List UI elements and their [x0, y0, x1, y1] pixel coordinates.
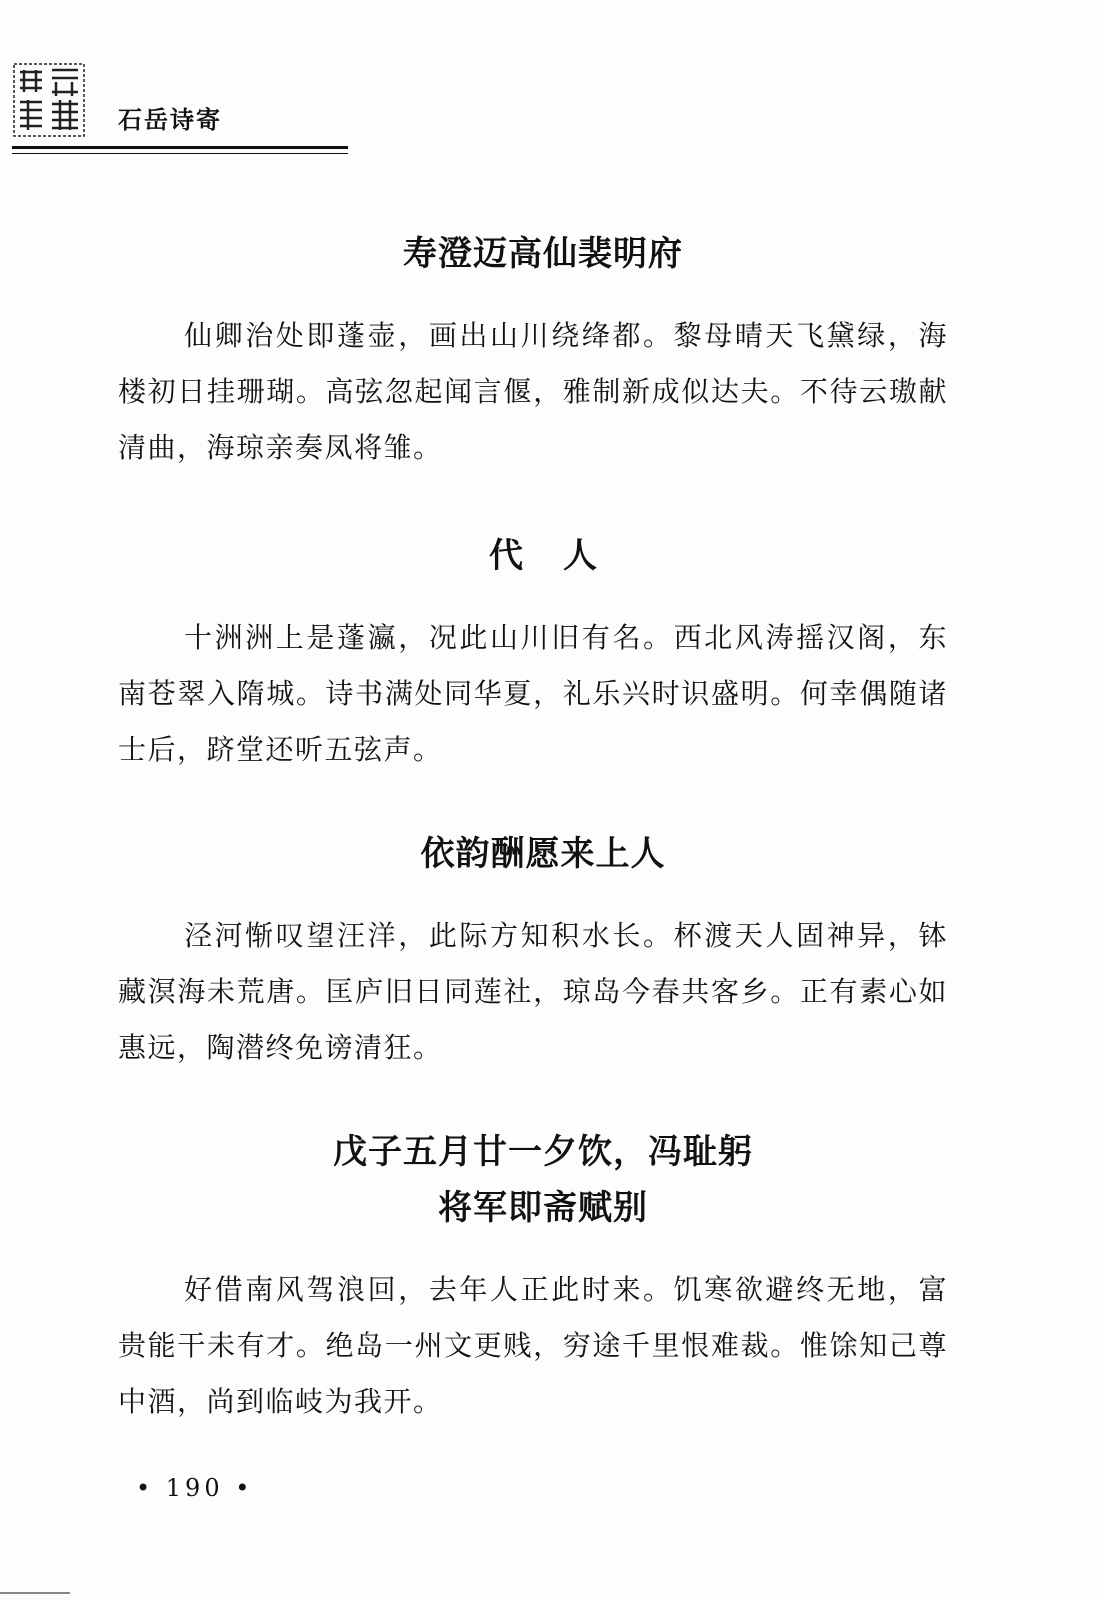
poem-body: 十洲洲上是蓬瀛，况此山川旧有名。西北风涛摇汉阁，东南苍翠入隋城。诗书满处同华夏，礼乐兴时识盛明。何幸偶随诸士后，跻堂还听五弦声。	[118, 621, 948, 766]
poem-body: 泾河惭叹望汪洋，此际方知积水长。杯渡天人固神异，钵藏溟海未荒唐。匡庐旧日同莲社，琼岛今春共客乡。正有素心如惠远，陶潜终免谤清狂。	[118, 919, 948, 1064]
running-title: 石岳诗寄	[118, 106, 222, 134]
poem-body: 仙卿治处即蓬壶，画出山川绕绛都。黎母晴天飞黛绿，海楼初日挂珊瑚。高弦忽起闻言偃，雅制新成似达夫。不待云璈献清曲，海琼亲奏凤将雏。	[118, 319, 948, 464]
poem-title: 依韵酬愿来上人	[420, 834, 666, 874]
poem-title: 寿澄迈高仙裴明府	[403, 234, 683, 274]
header-rule-thin	[12, 153, 348, 154]
poem-title: 代人	[489, 536, 637, 576]
poem	[118, 528, 948, 778]
poem	[118, 226, 948, 476]
poem-title-line-2: 将军即斋赋别	[438, 1188, 648, 1228]
poem	[118, 826, 948, 1076]
bottom-rule	[0, 1592, 70, 1594]
poem-body: 好借南风驾浪回，去年人正此时来。饥寒欲避终无地，富贵能干未有才。绝岛一州文更贱，穷途千里恨难裁。惟馀知己尊中酒，尚到临岐为我开。	[118, 1273, 948, 1418]
seal-stamp-icon	[12, 62, 86, 138]
poem	[118, 1124, 948, 1430]
poem-title-line-1: 戊子五月廿一夕饮，冯耻躬	[333, 1132, 753, 1172]
page-number: • 190 •	[136, 1474, 254, 1502]
header-rule	[12, 146, 348, 149]
